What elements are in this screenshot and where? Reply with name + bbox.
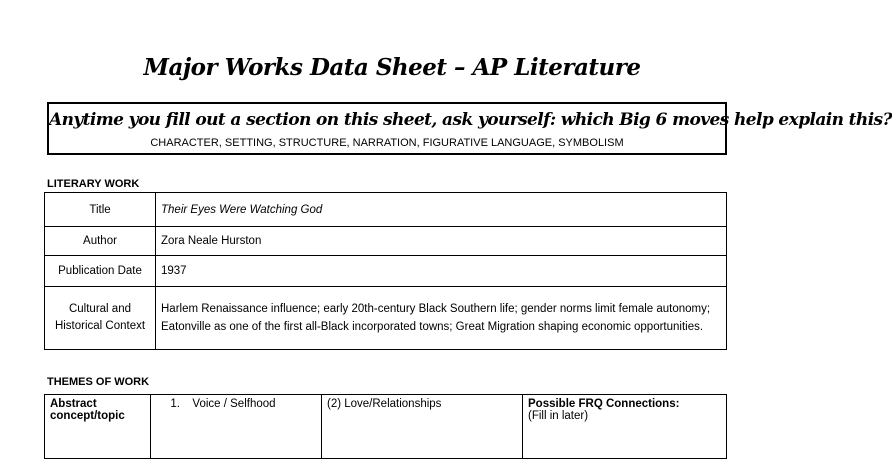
row-key-title: Title (45, 193, 156, 227)
frq-connections-cell (523, 395, 727, 459)
row-key-author: Author (45, 227, 156, 256)
themes-of-work-label: THEMES OF WORK (47, 376, 150, 388)
literary-work-table (44, 192, 727, 350)
big-six-prompt-box (47, 102, 892, 155)
theme-topic-1-text: Voice / Selfhood (192, 398, 276, 410)
big-six-question: Anytime you fill out a section on this sheet, ask yourself: which Big 6 moves help explain this? (49, 110, 892, 130)
theme-topic-1: 1. Voice / Selfhood (151, 395, 322, 459)
frq-connections-label: Possible FRQ Connections: (528, 398, 680, 410)
themes-table (44, 394, 727, 459)
abstract-concept-label: Abstract concept/topic (45, 395, 151, 459)
table-row (45, 287, 727, 350)
row-value-publication-date: 1937 (156, 256, 727, 287)
row-key-context: Cultural and Historical Context (45, 287, 156, 350)
row-key-publication-date: Publication Date (45, 256, 156, 287)
big-six-moves-list: CHARACTER, SETTING, STRUCTURE, NARRATION, FIGURATIVE LANGUAGE, SYMBOLISM (150, 137, 624, 149)
row-value-author: Zora Neale Hurston (156, 227, 727, 256)
table-row (45, 256, 727, 287)
literary-work-label: LITERARY WORK (47, 178, 140, 190)
row-value-title: Their Eyes Were Watching God (156, 193, 727, 227)
table-row (45, 227, 727, 256)
page-title: Major Works Data Sheet – AP Literature (143, 54, 641, 81)
row-value-context: Harlem Renaissance influence; early 20th-century Black Southern life; gender norms limit female autonomy; Eatonville as one of the first all-Black incorporated towns; Great Migration shaping economic opportunities. (156, 287, 727, 350)
frq-connections-note: (Fill in later) (528, 410, 589, 422)
table-row (45, 193, 727, 227)
table-row (45, 395, 727, 459)
theme-topic-2: (2) Love/Relationships (322, 395, 523, 459)
